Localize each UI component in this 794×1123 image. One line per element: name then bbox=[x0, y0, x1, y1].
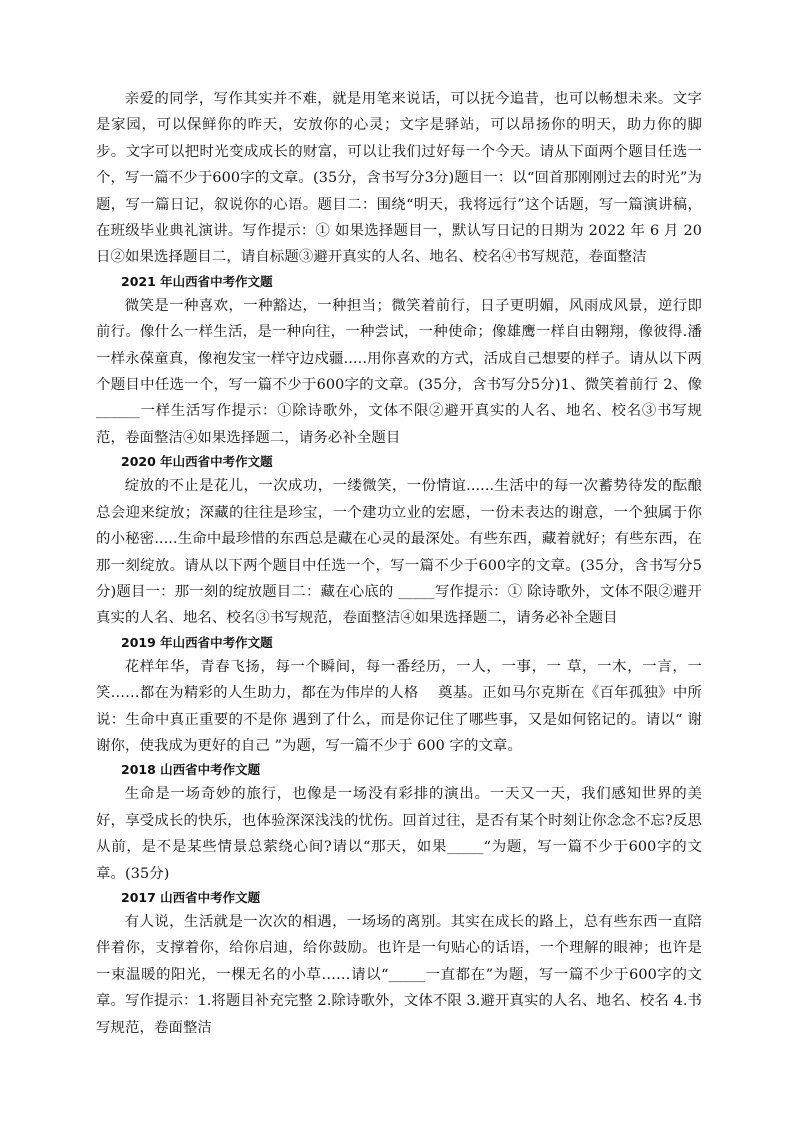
section-paragraph-2019: 花样年华，青春飞扬，每一个瞬间，每一番经历，一人，一事，一 草，一木，一言，一笑……都在为精彩的人生助力，都在为伟岸的人格 奠基。正如马尔克斯在《百年孤独》中所说：生命中真正重要的不是你 遇到了什么，而是你记住了哪些事，又是如何铭记的。请以“ 谢谢你，使我成为更好的自己 ”为题，写一篇不少于 600 字的文章。 bbox=[96, 658, 702, 754]
section-paragraph-2017: 有人说，生活就是一次次的相遇，一场场的离别。其实在成长的路上，总有些东西一直陪伴着你，支撑着你，给你启迪，给你鼓励。也许是一句贴心的话语，一个理解的眼神；也许是一束温暖的阳光，一棵无名的小草……请以“_____一直都在”为题，写一篇不少于600字的文章。写作提示：1.将题目补充完整 2.除诗歌外，文体不限 3.避开真实的人名、地名、校名 4.书写规范，卷面整洁 bbox=[96, 913, 702, 1036]
section-heading-2017: 2017 山西省中考作文题 bbox=[121, 889, 261, 905]
intro-paragraph: 亲爱的同学，写作其实并不难，就是用笔来说话，可以抚今追昔，也可以畅想未来。文字是家园，可以保鲜你的昨天，安放你的心灵；文字是驿站，可以昂扬你的明天，助力你的脚步。文字可以把时光变成成长的财富，可以让我们过好每一个今天。请从下面两个题目任选一个，写一篇不少于600字的文章。(35分，含书写分3分)题目一：以“回首那刚刚过去的时光”为题，写一篇日记，叙说你的心语。题目二：围绕“明天，我将远行”这个话题，写一篇演讲稿，在班级毕业典礼演讲。写作提示：① 如果选择题目一，默认写日记的日期为 2022 年 6 月 20 日②如果选择题目二，请自标题③避开真实的人名、地名、校名④书写规范，卷面整洁 bbox=[96, 91, 702, 266]
document-body bbox=[96, 86, 702, 1041]
section-heading-2021: 2021 年山西省中考作文题 bbox=[121, 273, 273, 289]
section-heading-2019: 2019 年山西省中考作文题 bbox=[121, 634, 273, 650]
section-heading-2020: 2020 年山西省中考作文题 bbox=[121, 454, 273, 470]
section-paragraph-2021: 微笑是一种喜欢，一种豁达，一种担当；微笑着前行，日子更明媚，风雨成风景，逆行即前行。像什么一样生活，是一种向往，一种尝试，一种使命；像雄鹰一样自由翱翔，像彼得.潘一样永葆童真，像袍发宝一样守边戍疆.....用你喜欢的方式，活成自己想要的样子。请从以下两个题目中任选一个，写一篇不少于600字的文章。(35分，含书写分5分)1、微笑着前行 2、像______一样生活写作提示：①除诗歌外，文体不限②避开真实的人名、地名、校名③书写规范，卷面整洁④如果选择题二，请务必补全题目 bbox=[96, 297, 702, 446]
section-paragraph-2020: 绽放的不止是花儿，一次成功，一缕微笑，一份情谊......生活中的每一次蓄势待发的酝酿总会迎来绽放；深藏的往往是珍宝，一个建功立业的宏愿，一份未表达的谢意，一个独属于你的小秘密.....生命中最珍惜的东西总是藏在心灵的最深处。有些东西，藏着就好；有些东西，在那一刻绽放。请从以下两个题目中任选一个，写一篇不少于600字的文章。(35分，含书写分5分)题目一：那一刻的绽放题目二：藏在心底的 _____写作提示：① 除诗歌外，文体不限②避开真实的人名、地名、校名③书写规范，卷面整洁④如果选择题二，请务必补全题目 bbox=[96, 478, 702, 627]
section-paragraph-2018: 生命是一场奇妙的旅行，也像是一场没有彩排的演出。一天又一天，我们感知世界的美好，享受成长的快乐，也体验深深浅浅的忧伤。回首过往，是否有某个时刻让你念念不忘?反思从前，是不是某些情景总萦绕心间?请以“那天，如果_____“为题，写一篇不少于600字的文章。(35分) bbox=[96, 786, 702, 882]
section-heading-2018: 2018 山西省中考作文题 bbox=[121, 762, 261, 778]
